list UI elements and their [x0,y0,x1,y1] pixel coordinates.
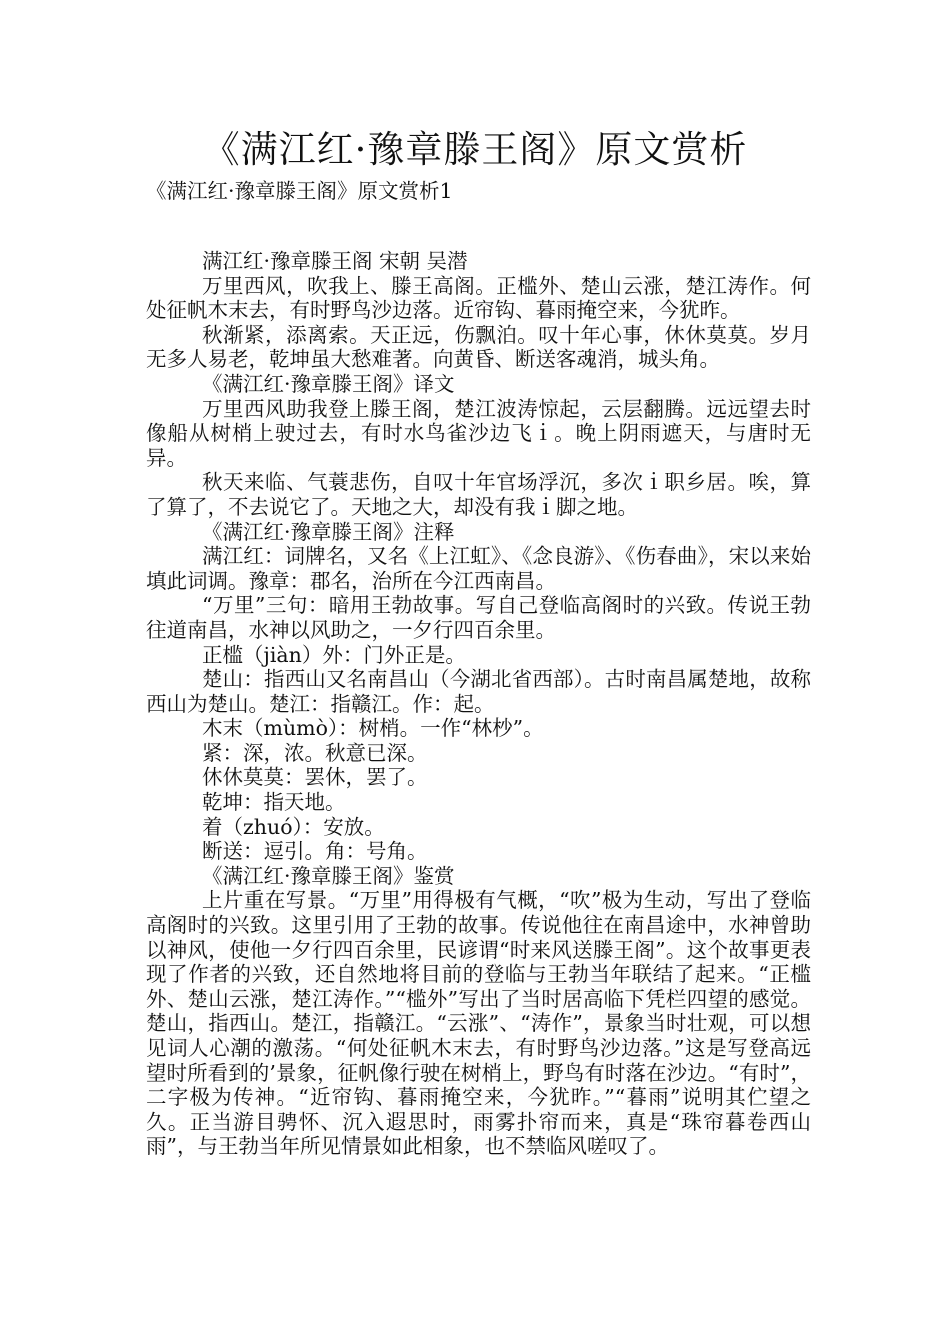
note-item: 正槛（jiàn）外：门外正是。 [202,642,466,667]
document-subtitle: 《满江红·豫章滕王阁》原文赏析1 [146,179,453,203]
poem-heading: 满江红·豫章滕王阁 宋朝 吴潜 [202,249,468,273]
appreciation-heading: 《满江红·豫章滕王阁》鉴赏 [202,863,455,888]
note-item: 乾坤：指天地。 [202,790,346,815]
appreciation-paragraph: 上片重在写景。“万里”用得极有气概，“吹”极为生动，写出了登临高阁时的兴致。这里引用了王勃的故事。传说他往在南昌途中，水神曾助以神风，使他一夕行四百余里，民谚谓“时来风送滕王阁”。这个故事更表现了作者的兴致，还自然地将目前的登临与王勃当年联结了起来。“正槛外、楚山云涨，楚江涛作。”“槛外”写出了当时居高临下凭栏四望的感觉。楚山，指西山。楚江，指赣江。“云涨”、“涛作”，景象当时壮观，可以想见词人心潮的激荡。“何处征帆木末去，有时野鸟沙边落。”这是写登高远望时所看到的’景象，征帆像行驶在树梢上，野鸟有时落在沙边。“有时”，二字极为传神。“近帘钩、暮雨掩空来，今犹昨。”“暮雨”说明其伫望之久。正当游目骋怀、沉入遐思时，雨雾扑帘而来，真是“珠帘暮卷西山雨”，与王勃当年所见情景如此相象，也不禁临风嗟叹了。 [146,888,811,1159]
note-item: 休休莫莫：罢休，罢了。 [202,765,428,790]
poem-stanza-1: 万里西风，吹我上、滕王高阁。正槛外、楚山云涨，楚江涛作。何处征帆木末去，有时野鸟沙边落。近帘钩、暮雨掩空来，今犹昨。 [146,273,811,323]
translation-paragraph-2: 秋天来临、气蓑悲伤，自叹十年官场浮沉，多次ｉ职乡居。唉，算了算了，不去说它了。天地之大，却没有我ｉ脚之地。 [146,470,811,519]
note-item: 木末（mùmò）：树梢。一作“林杪”。 [202,716,544,741]
notes-heading: 《满江红·豫章滕王阁》注释 [202,519,455,544]
note-item: 楚山：指西山又名南昌山（今湖北省西部）。古时南昌属楚地，故称西山为楚山。楚江：指赣江。作：起。 [146,667,811,716]
translation-paragraph-1: 万里西风助我登上滕王阁，楚江波涛惊起，云层翻腾。远远望去时像船从树梢上驶过去，有时水鸟雀沙边飞ｉ。晚上阴雨遮天，与唐时无异。 [146,396,811,470]
document-title: 《满江红·豫章滕王阁》原文赏析 [202,128,748,171]
poem-stanza-2: 秋渐紧，添离索。天正远，伤飘泊。叹十年心事，休休莫莫。岁月无多人易老，乾坤虽大愁难著。向黄昏、断送客魂消，城头角。 [146,322,811,372]
translation-heading: 《满江红·豫章滕王阁》译文 [202,371,455,396]
document-body [146,249,811,1159]
note-item: 着（zhuó）：安放。 [202,814,385,839]
note-item: 满江红：词牌名，又名《上江虹》、《念良游》、《伤春曲》，宋以来始填此词调。豫章：郡名，治所在今江西南昌。 [146,544,811,593]
note-item: 断送：逗引。角：号角。 [202,839,428,864]
note-item: “万里”三句：暗用王勃故事。写自己登临高阁时的兴致。传说王勃往道南昌，水神以风助之，一夕行四百余里。 [146,593,811,642]
note-item: 紧：深，浓。秋意已深。 [202,740,428,765]
